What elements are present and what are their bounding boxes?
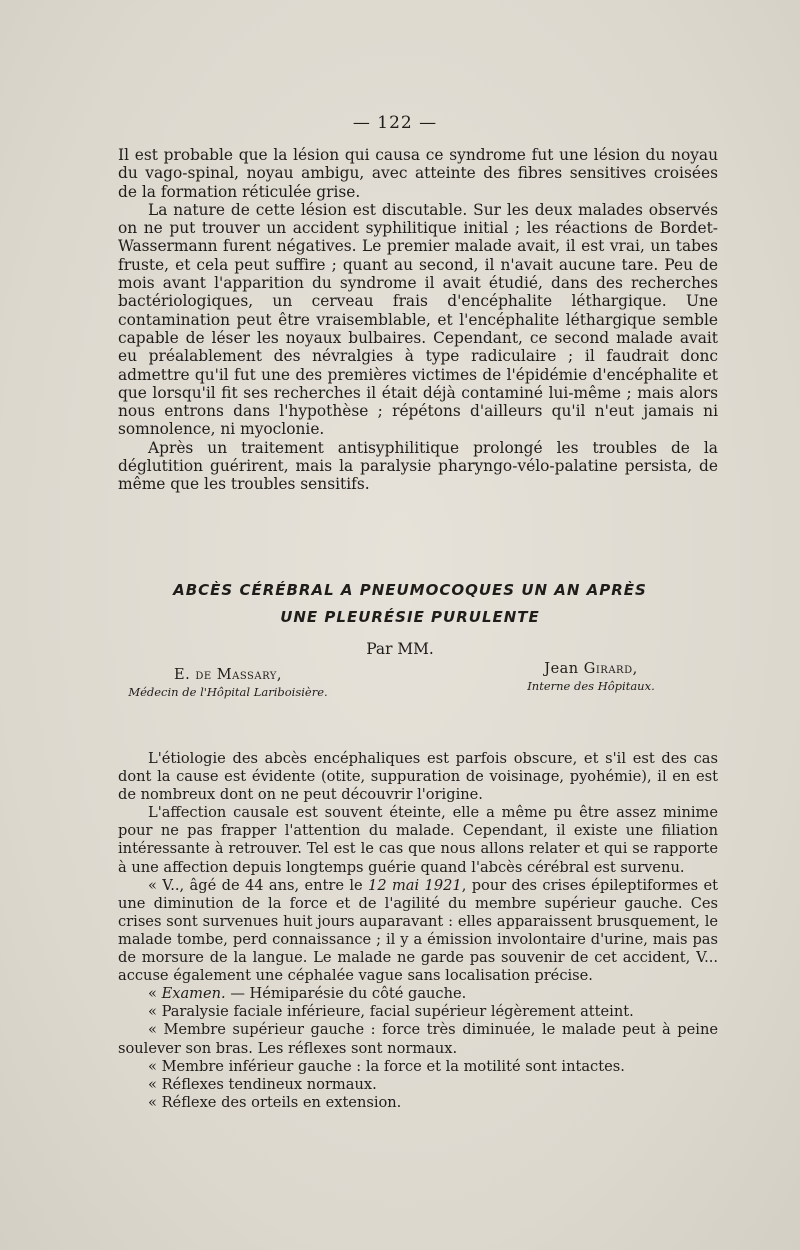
paragraph: Après un traitement antisyphilitique prolongé les troubles de la déglutition guérirent, mais la paralysie pharyngo-vélo-palatine persista, de même que les troubles sensitifs. [118, 438, 718, 494]
paragraph: L'étiologie des abcès encéphaliques est parfois obscure, et s'il est des cas dont la cause est évidente (otite, suppuration de voisinage, pyohémie), il en est de nombreux dont on ne peut découvrir l'origine. [118, 750, 718, 804]
byline: Par MM. [366, 640, 434, 658]
paragraph: « Réflexe des orteils en extension. [148, 1093, 402, 1111]
observation-paragraph [118, 877, 718, 986]
article-title-line-2: UNE PLEURÉSIE PURULENTE [280, 608, 540, 626]
paragraph: « Membre inférieur gauche : la force et la motilité sont intactes. [148, 1057, 625, 1075]
text-run: , pour des crises épileptiformes et une diminution de la force et de l'agilité du membre supérieur gauche. Ces crises sont survenues huit jours auparavant : elles apparaissent brusquement, le malade tombe, perd connaissance ; il y a émission involontaire d'urine, mais pas de morsure de la langue. Le malade ne garde pas souvenir de cet accident, V... accuse également une céphalée vague sans localisation précise. [118, 876, 719, 985]
article-title-line-1: ABCÈS CÉRÉBRAL A PNEUMOCOQUES UN AN APRÈS [173, 581, 647, 599]
author-affiliation: Médecin de l'Hôpital Lariboisière. [128, 685, 328, 699]
admission-date: 12 mai 1921 [368, 876, 462, 894]
author-particle: de [195, 667, 217, 683]
previous-article-conclusion [118, 146, 718, 494]
author-affiliation: Interne des Hôpitaux. [527, 679, 655, 693]
exam-heading-paragraph [118, 985, 718, 1003]
author-de-massary [128, 667, 328, 699]
page-number: — 122 — [352, 113, 438, 133]
author-girard [496, 661, 686, 693]
text-run: « [148, 985, 162, 1003]
exam-label: Examen. [161, 985, 226, 1003]
author-name [496, 661, 686, 677]
article-body [118, 750, 718, 1112]
author-surname: Girard, [583, 661, 638, 677]
paragraph: L'affection causale est souvent éteinte, elle a même pu être assez minime pour ne pas frapper l'attention du malade. Cependant, il existe une filiation intéressante à retrouver. Tel est le cas que nous allons relater et qui se rapporte à une affection depuis longtemps guérie quand l'abcès cérébral est survenu. [118, 804, 718, 876]
author-name [128, 667, 328, 683]
paragraph: La nature de cette lésion est discutable. Sur les deux malades observés on ne put trouver un accident syphilitique initial ; les réactions de Bordet-Wassermann furent négatives. Le premier malade avait, il est vrai, un tabes fruste, et cela peut suffire ; quant au second, il n'avait aucune tare. Peu de mois avant l'apparition du syndrome il avait étudié, dans des recherches bactériologiques, un cerveau frais d'encéphalite léthargique. Une contamination peut être vraisemblable, et l'encéphalite léthargique semble capable de léser les noyaux bulbaires. Cependant, ce second malade avait eu préalablement des névralgies à type radiculaire ; il faudrait donc admettre qu'il fut une des premières victimes de l'épidémie d'encéphalite et que lorsqu'il fit ses recherches il était déjà contaminé lui-même ; mais alors nous entrons dans l'hypothèse ; répétons d'ailleurs qu'il n'eut jamais ni somnolence, ni myoclonie. [118, 200, 718, 439]
paragraph: Il est probable que la lésion qui causa ce syndrome fut une lésion du noyau du vago-spinal, noyau ambigu, avec atteinte des fibres sensitives croisées de la formation réticulée grise. [118, 146, 718, 201]
text-run: — Hémiparésie du côté gauche. [225, 985, 467, 1003]
paragraph: « Paralysie faciale inférieure, facial supérieur légèrement atteint. [148, 1003, 634, 1021]
author-initial: E. [174, 667, 196, 683]
paragraph: « Membre supérieur gauche : force très diminuée, le malade peut à peine soulever son bras. Les réflexes sont normaux. [118, 1021, 718, 1057]
paragraph: « Réflexes tendineux normaux. [148, 1075, 377, 1093]
text-run: « V.., âgé de 44 ans, entre le [148, 876, 369, 894]
author-surname: Massary, [216, 667, 282, 683]
author-first-name: Jean [544, 661, 584, 677]
